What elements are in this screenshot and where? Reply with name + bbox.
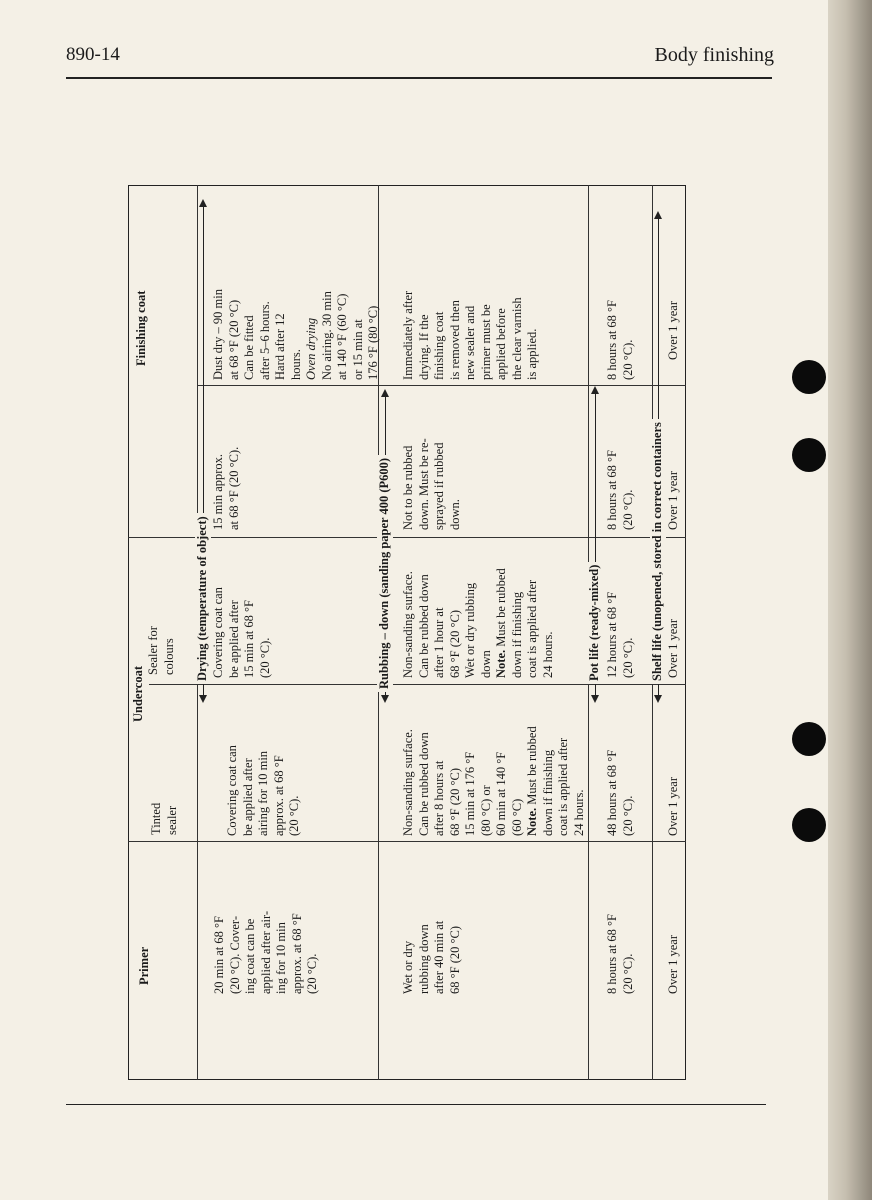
undercoat-header: Undercoat: [131, 665, 145, 722]
potlife-tinted-cell: 48 hours at 68 °F (20 °C).: [605, 749, 635, 836]
shelflife-finish-b-cell: Over 1 year: [666, 301, 680, 360]
binder-hole-4: [792, 808, 826, 842]
rubbing-sealer-colours-cell: Non-sanding surface. Can be rubbed down after 1 hour at 68 °F (20 °C) Wet or dry rubbing down Note. Must be rubbed down if finishing coat is applied after 24 hours.: [401, 568, 555, 678]
rubbing-primer-cell: Wet or dry rubbing down after 40 min at 68 °F (20 °C): [401, 920, 462, 994]
binder-hole-1: [792, 360, 826, 394]
shelflife-primer-cell: Over 1 year: [666, 935, 680, 994]
finishing-coat-header: Finishing coat: [134, 290, 148, 366]
drying-sealer-colours-cell: Covering coat can be applied after 15 min at 68 °F (20 °C).: [211, 587, 272, 678]
drying-primer-cell: 20 min at 68 °F (20 °C). Cover- ing coat can be applied after air- ing for 10 min approx. at 68 °F (20 °C).: [212, 910, 319, 994]
sealer-colours-header: Sealer for colours: [146, 626, 176, 675]
col-divider-primer: [128, 841, 686, 842]
potlife-span-label: Pot life (ready-mixed): [587, 562, 603, 684]
footer-rule: [66, 1104, 766, 1105]
rubbing-finish-b-cell: Immediately after drying. If the finishing coat is removed then new sealer and primer must be applied before the clear varnish is applied.: [401, 290, 539, 380]
col-divider-finish: [197, 385, 686, 386]
header-rule: [66, 77, 772, 79]
shelflife-tinted-cell: Over 1 year: [666, 777, 680, 836]
potlife-finish-b-cell: 8 hours at 68 °F (20 °C).: [605, 300, 635, 380]
shelflife-finish-a-cell: Over 1 year: [666, 471, 680, 530]
section-title: Body finishing: [654, 44, 774, 66]
shelflife-sealer-colours-cell: Over 1 year: [666, 619, 680, 678]
drying-finish-a-cell: 15 min approx. at 68 °F (20 °C).: [211, 446, 241, 530]
drying-tinted-cell: Covering coat can be applied after airing for 10 min approx. at 68 °F (20 °C).: [225, 745, 301, 836]
rubbing-span-label: Rubbing – down (sanding paper 400 (P600): [377, 455, 393, 692]
drying-finish-b-cell: Dust dry – 90 min at 68 °F (20 °C) Can be fitted after 5–6 hours. Hard after 12 hours. Oven drying No airing. 30 min at 140 °F (60 °C) or 15 min at 176 °F (80 °C): [211, 289, 380, 380]
rubbing-tinted-cell: Non-sanding surface. Can be rubbed down after 8 hours at 68 °F (20 °C) 15 min at 176 °F (80 °C) or 60 min at 140 °F (60 °C) Note. Must be rubbed down if finishing coat is applied after 24 hours.: [401, 726, 586, 836]
finishing-table: [128, 185, 686, 1080]
primer-header: Primer: [137, 946, 151, 985]
page-number: 890-14: [66, 44, 120, 65]
potlife-sealer-colours-cell: 12 hours at 68 °F (20 °C).: [605, 591, 635, 678]
shelflife-span-label: Shelf life (unopened, stored in correct containers: [650, 419, 666, 684]
binder-hole-2: [792, 438, 826, 472]
col-divider-tinted: [149, 684, 686, 685]
drying-span-label: Drying (temperature of object): [195, 513, 211, 684]
page-edge: [828, 0, 872, 1200]
col-divider-undercoat: [128, 537, 686, 538]
binder-hole-3: [792, 722, 826, 756]
rubbing-finish-a-cell: Not to be rubbed down. Must be re- sprayed if rubbed down.: [401, 438, 462, 530]
potlife-finish-a-cell: 8 hours at 68 °F (20 °C).: [605, 450, 635, 530]
potlife-primer-cell: 8 hours at 68 °F (20 °C).: [605, 914, 635, 994]
tinted-sealer-header: Tinted sealer: [149, 802, 179, 835]
